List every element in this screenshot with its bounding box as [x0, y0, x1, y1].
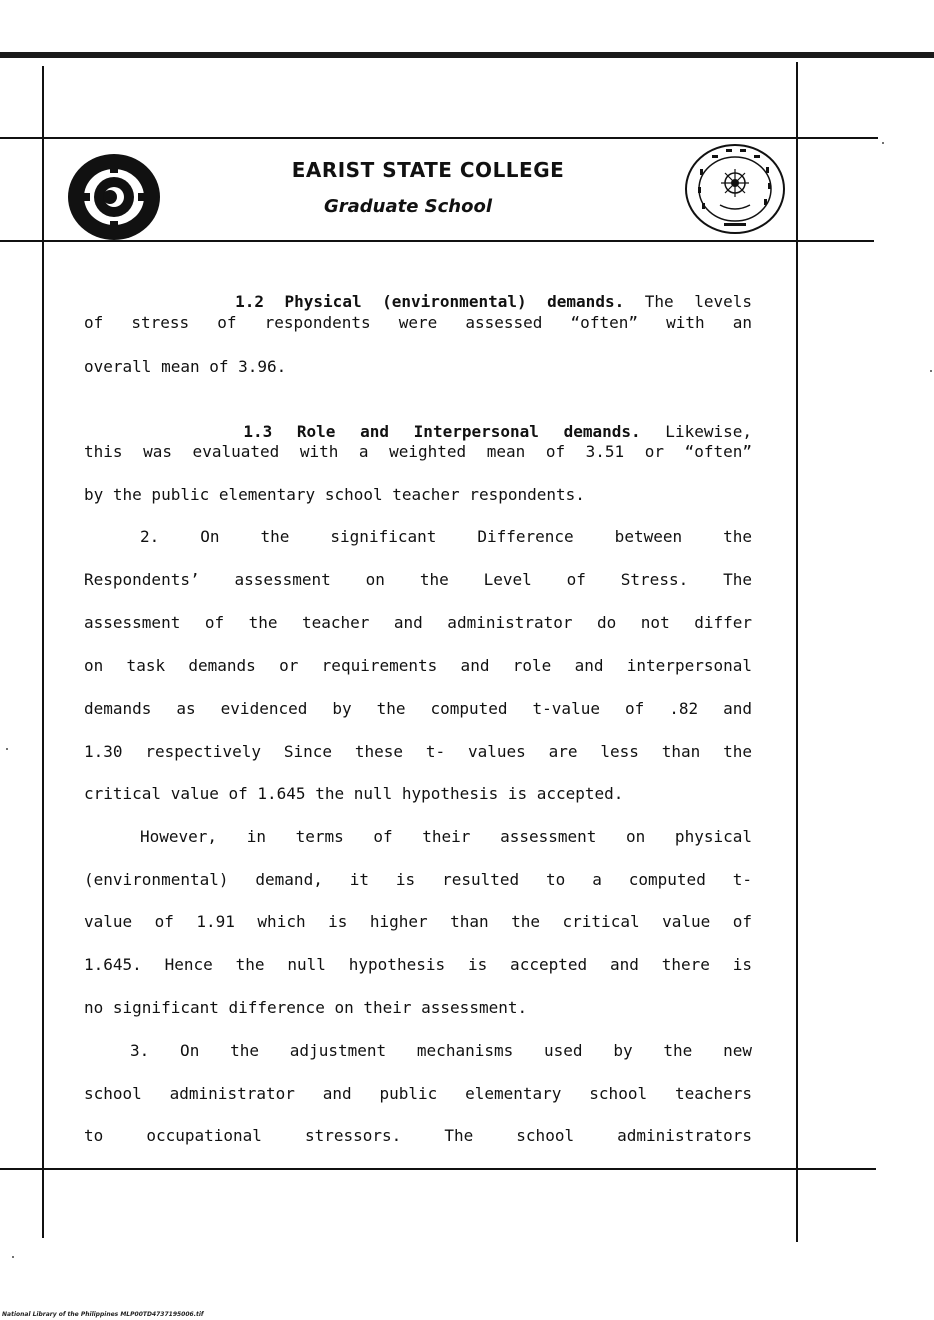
p1-line-2: of stress of respondents were assessed “often” with an [84, 313, 752, 332]
p3-line-7: critical value of 1.645 the null hypothesis is accepted. [84, 784, 624, 803]
scan-speck [6, 748, 8, 750]
p2-line-2: this was evaluated with a weighted mean of 3.51 or “often” [84, 442, 752, 461]
scan-top-bar [0, 52, 934, 58]
p3-line-4: on task demands or requirements and role and interpersonal [84, 656, 752, 675]
p3-line-3: assessment of the teacher and administrator do not differ [84, 613, 752, 632]
p5-line-1: 3. On the adjustment mechanisms used by the new [130, 1041, 752, 1060]
p1-heading: 1.2 Physical (environmental) demands. [235, 292, 625, 311]
p1-line-1 [84, 266, 752, 311]
left-margin-rule [42, 66, 44, 1238]
p5-line-3: to occupational stressors. The school administrators [84, 1126, 752, 1145]
p4-line-2: (environmental) demand, it is resulted to a computed t- [84, 870, 752, 889]
p3-line-5: demands as evidenced by the computed t-value of .82 and [84, 699, 752, 718]
graduate-school-label: Graduate School [323, 196, 493, 217]
p3-line-2: Respondents’ assessment on the Level of Stress. The [84, 570, 752, 589]
p1-line-1-rest: The levels [624, 292, 752, 311]
p4-line-3: value of 1.91 which is higher than the critical value of [84, 912, 752, 931]
p3-line-6: 1.30 respectively Since these t- values are less than the [84, 742, 752, 761]
p2-line-3: by the public elementary school teacher respondents. [84, 485, 585, 504]
footer-rule [0, 1168, 876, 1170]
scan-speck [882, 142, 884, 144]
p3-line-1: 2. On the significant Difference between the [140, 527, 752, 546]
p2-line-1 [84, 396, 753, 441]
header-top-rule [0, 137, 878, 139]
p2-heading: 1.3 Role and Interpersonal demands. [243, 422, 641, 441]
p4-line-5: no significant difference on their assessment. [84, 998, 528, 1017]
p2-line-1-rest: Likewise, [640, 422, 753, 441]
college-name: EARIST STATE COLLEGE [291, 158, 565, 182]
p4-line-4: 1.645. Hence the null hypothesis is accepted and there is [84, 955, 752, 974]
graduate-school-seal-logo [684, 143, 786, 235]
scan-footer-caption: National Library of the Philippines MLP00TD4737195006.tif [2, 1311, 204, 1318]
scan-speck [12, 1256, 14, 1258]
right-margin-rule [796, 62, 798, 1242]
p5-line-2: school administrator and public elementary school teachers [84, 1084, 752, 1103]
college-seal-logo [66, 152, 162, 242]
p1-line-3: overall mean of 3.96. [84, 357, 287, 376]
p4-line-1: However, in terms of their assessment on physical [140, 827, 752, 846]
scan-speck [930, 370, 932, 372]
